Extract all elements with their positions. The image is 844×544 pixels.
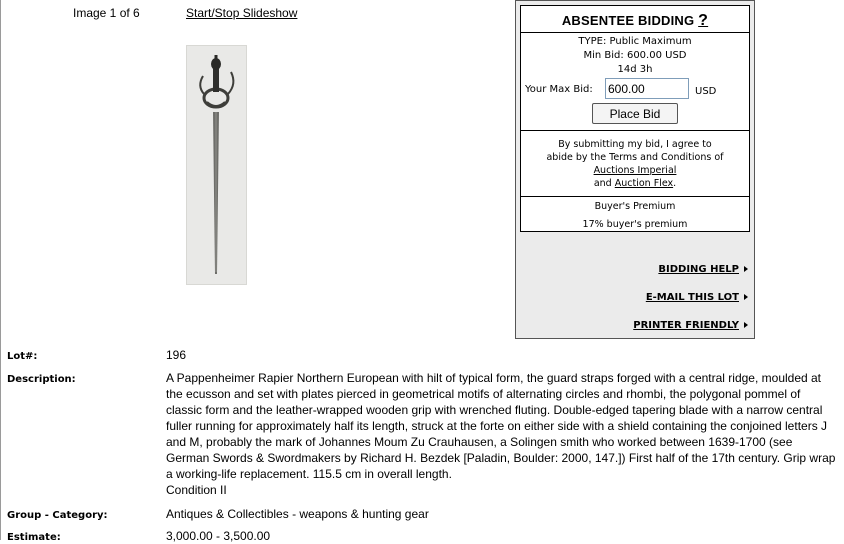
bid-info xyxy=(521,33,749,77)
bidding-title xyxy=(521,6,749,33)
premium-title: Buyer's Premium xyxy=(594,201,676,212)
description-block xyxy=(166,370,838,498)
min-bid: Min Bid: 600.00 USD xyxy=(583,50,687,61)
bidding-help-label: BIDDING HELP xyxy=(658,264,739,275)
max-bid-input[interactable] xyxy=(605,78,689,99)
auction-flex-link[interactable]: Auction Flex xyxy=(614,178,674,189)
time-left: 14d 3h xyxy=(617,64,653,75)
arrow-right-icon xyxy=(744,322,748,328)
auctions-imperial-link[interactable]: Auctions Imperial xyxy=(593,165,677,176)
bidding-title-text: ABSENTEE BIDDING xyxy=(561,13,695,28)
terms-period: . xyxy=(673,178,677,189)
lot-number-label: Lot#: xyxy=(7,351,38,362)
premium-value: 17% buyer's premium xyxy=(582,219,688,230)
email-lot-link[interactable] xyxy=(646,292,748,303)
bid-box xyxy=(520,5,750,232)
slideshow-toggle-link[interactable]: Start/Stop Slideshow xyxy=(186,6,298,20)
arrow-right-icon xyxy=(744,266,748,272)
max-bid-label: Your Max Bid: xyxy=(525,84,593,95)
bidding-help-icon[interactable]: ? xyxy=(698,12,709,29)
printer-friendly-label: PRINTER FRIENDLY xyxy=(633,320,739,331)
printer-friendly-link[interactable] xyxy=(633,320,748,331)
place-bid-button[interactable]: Place Bid xyxy=(592,103,678,124)
page-left-border xyxy=(0,0,1,540)
category-value: Antiques & Collectibles - weapons & hunting gear xyxy=(166,507,429,521)
terms-text xyxy=(521,131,749,196)
lot-thumbnail[interactable] xyxy=(186,45,247,285)
terms-line-1: By submitting my bid, I agree to xyxy=(558,139,712,150)
bid-type: TYPE: Public Maximum xyxy=(578,36,692,47)
description-label: Description: xyxy=(7,374,76,385)
arrow-right-icon xyxy=(744,294,748,300)
terms-line-2: abide by the Terms and Conditions of xyxy=(546,152,724,163)
estimate-value: 3,000.00 - 3,500.00 xyxy=(166,529,271,543)
buyers-premium xyxy=(521,197,749,234)
bidding-help-link[interactable] xyxy=(658,264,748,275)
absentee-bidding-panel xyxy=(515,0,755,339)
condition-text: Condition II xyxy=(166,483,227,497)
image-counter: Image 1 of 6 xyxy=(73,6,140,20)
max-bid-currency: USD xyxy=(695,86,717,97)
max-bid-row xyxy=(521,78,749,102)
description-text: A Pappenheimer Rapier Northern European with hilt of typical form, the guard straps forged with a central ridge, moulded at the ecusson and set with plates pierced in geometrical motifs of alternating circles and rhombi, the polygonal pommel of classic form and the leather-wrapped wooden grip with wrenched fluting. Double-edged tapering blade with a narrow central fuller running for approximately half its length, struck at the forte on either side with a shield containing the conjoined letters J and M, probably the mark of Johannes Moum Zu Crauhausen, a Solingen smith who worked between 1639-1700 (see German Swords & Swordmakers by Richard H. Bezdek [Paladin, Boulder: 2000, 147.]) First half of the 17th century. Grip wrap a working-life replacement. 115.5 cm in overall length. xyxy=(166,371,836,481)
email-lot-label: E-MAIL THIS LOT xyxy=(645,292,739,303)
terms-and: and xyxy=(593,178,612,189)
rapier-sword-icon xyxy=(187,46,246,284)
category-label: Group - Category: xyxy=(7,510,108,521)
estimate-label: Estimate: xyxy=(7,532,61,543)
lot-number-value: 196 xyxy=(166,348,187,362)
